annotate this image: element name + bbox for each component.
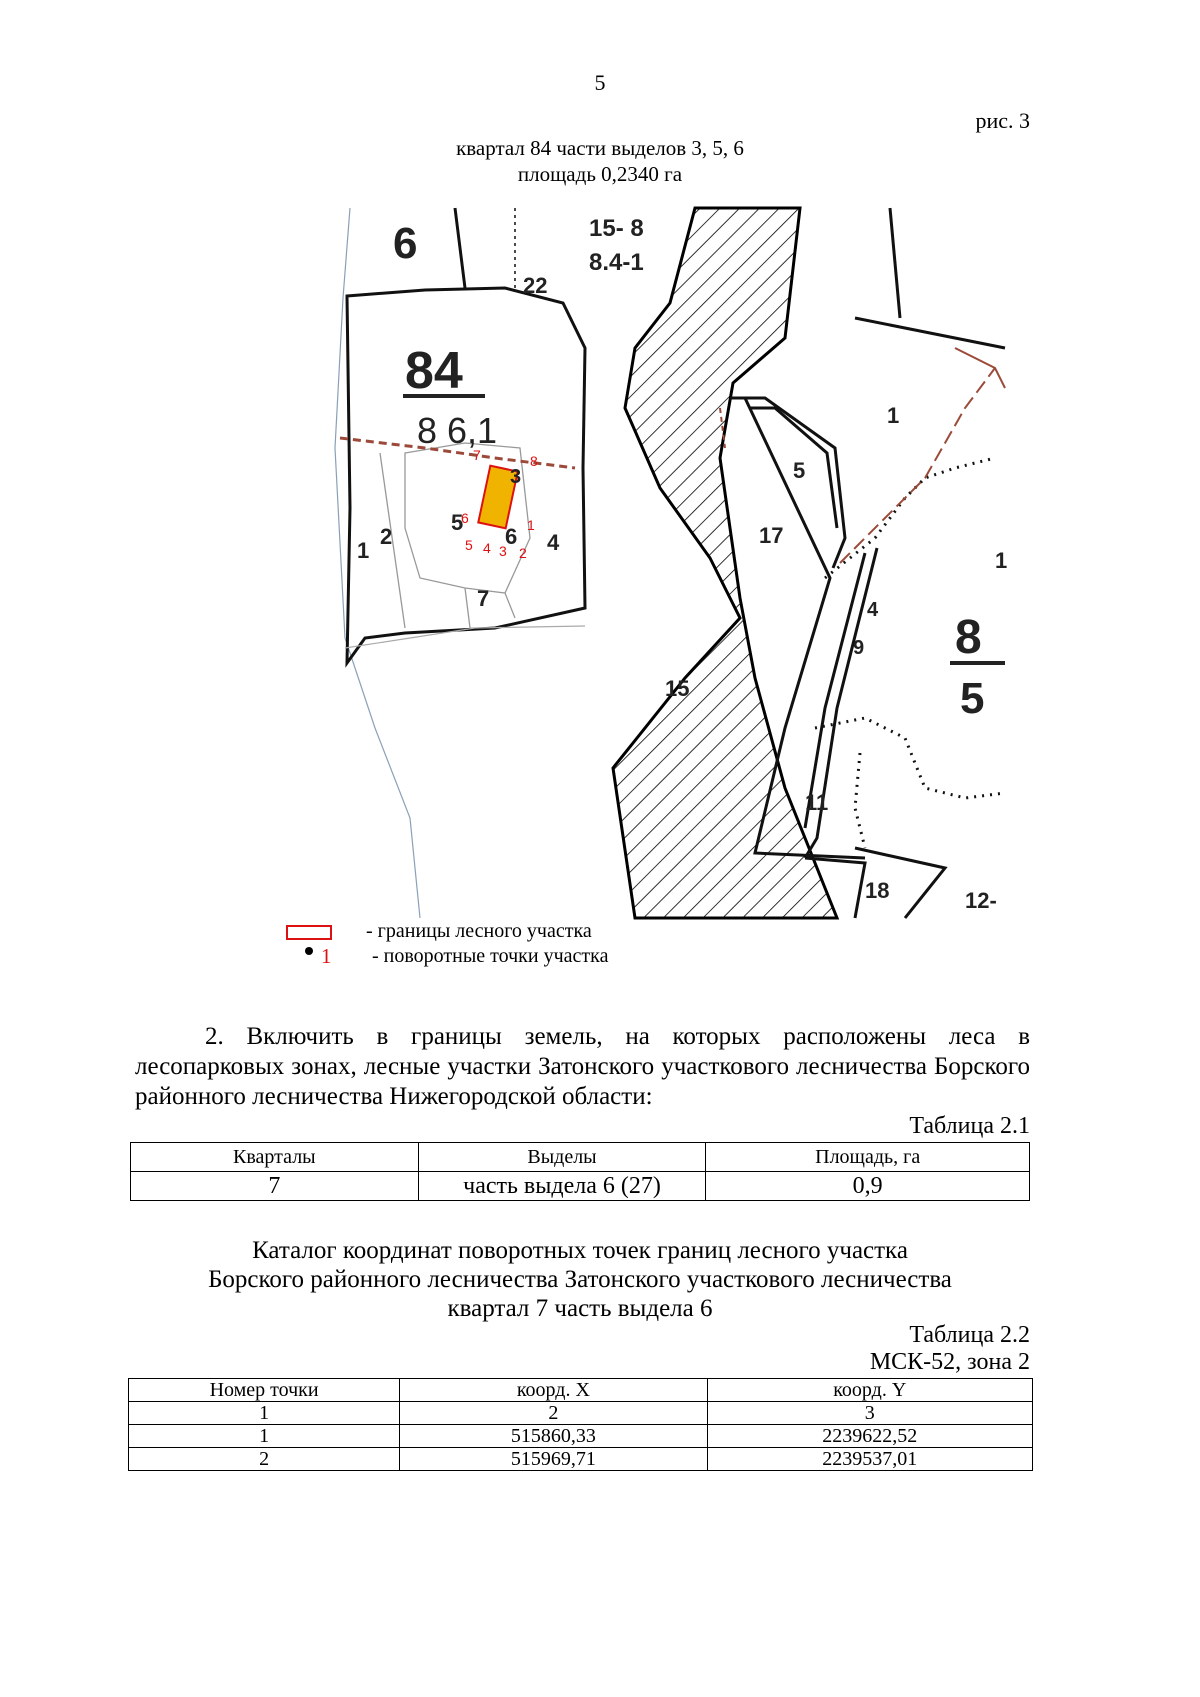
legend-point-number: 1 (321, 944, 332, 968)
map-label-v2: 2 (380, 524, 393, 549)
map-label-road-num: 22 (523, 273, 548, 298)
table2-cell: 2239622,52 (707, 1425, 1032, 1448)
map-label-v6: 6 (505, 524, 518, 549)
table1-cell: часть выдела 6 (27) (418, 1172, 706, 1201)
map-label-top-right-1: 15- 8 (589, 215, 644, 242)
map-label-v7: 7 (477, 586, 490, 611)
map-label-top-right-2: 8.4-1 (589, 249, 644, 276)
catalog-line2: Борского районного лесничества Затонского участкового лесничества (208, 1266, 952, 1293)
map-label-r9: 9 (853, 637, 865, 659)
map-label-r15: 15 (665, 676, 690, 701)
table2-cell: 2 (129, 1448, 400, 1471)
map-label-v1: 1 (357, 538, 370, 563)
table2-label: Таблица 2.2 (909, 1322, 1030, 1348)
map-label-r17: 17 (759, 523, 784, 548)
forest-map (165, 208, 1008, 918)
table2-cell: 3 (707, 1402, 1032, 1425)
map-point-3: 3 (499, 543, 507, 559)
legend-boundary-swatch (286, 925, 332, 940)
map-label-r18: 18 (865, 878, 890, 903)
map-label-quarter-sub: 8 6,1 (417, 410, 498, 451)
table1-cell: 0,9 (706, 1172, 1030, 1201)
catalog-heading (0, 1236, 1160, 1323)
map-label-r11: 11 (805, 790, 829, 815)
table2-cell: 515860,33 (400, 1425, 707, 1448)
catalog-line1: Каталог координат поворотных точек границ лесного участка (252, 1237, 908, 1264)
map-point-8: 8 (530, 453, 538, 469)
map-point-1: 1 (527, 517, 535, 533)
table-2-2 (128, 1378, 1033, 1471)
body-paragraph: 2. Включить в границы земель, на которых расположены леса в лесопарковых зонах, лесные участки Затонского участкового лесничества Борского районного лесничества Нижегородской области: (135, 1023, 1030, 1110)
map-point-2: 2 (519, 545, 527, 561)
map-point-5: 5 (465, 537, 473, 553)
legend-boundary-text: - границы лесного участка (366, 920, 592, 942)
page-number: 5 (594, 70, 606, 95)
table2-cell: 2239537,01 (707, 1448, 1032, 1471)
map-point-7: 7 (473, 447, 481, 463)
figure-label: рис. 3 (975, 108, 1030, 133)
table2-cell: 2 (400, 1402, 707, 1425)
catalog-line3: квартал 7 часть выдела 6 (447, 1295, 713, 1322)
legend-point-marker (305, 947, 313, 955)
map-label-v4: 4 (547, 530, 560, 555)
table1-header-kvartaly: Кварталы (131, 1143, 419, 1172)
table-row (129, 1402, 1033, 1425)
map-label-v3: 3 (510, 466, 522, 488)
table2-cell: 1 (129, 1402, 400, 1425)
table2-cell: 1 (129, 1425, 400, 1448)
map-label-top-block: 6 (393, 219, 418, 268)
map-point-6: 6 (461, 510, 469, 526)
table1-cell: 7 (131, 1172, 419, 1201)
map-label-v5: 5 (451, 510, 464, 535)
map-label-quarter-num: 84 (405, 342, 463, 400)
table2-header-point: Номер точки (129, 1379, 400, 1402)
table1-label: Таблица 2.1 (909, 1113, 1030, 1139)
figure-caption-line2: площадь 0,2340 га (517, 162, 683, 186)
map-label-big-5: 5 (960, 674, 985, 723)
table2-header-y: коорд. Y (707, 1379, 1032, 1402)
table2-cell: 515969,71 (400, 1448, 707, 1471)
table1-header-area: Площадь, га (706, 1143, 1030, 1172)
table1-header-vydely: Выделы (418, 1143, 706, 1172)
map-label-edge-1: 1 (995, 548, 1008, 573)
map-label-big-8: 8 (955, 611, 982, 664)
map-label-r1: 1 (887, 403, 900, 428)
table-row (131, 1172, 1030, 1201)
table-row (129, 1448, 1033, 1471)
legend-points-text: - поворотные точки участка (372, 945, 609, 967)
table2-header-x: коорд. X (400, 1379, 707, 1402)
table2-coordinate-system: МСК-52, зона 2 (869, 1349, 1030, 1375)
map-label-r5: 5 (793, 458, 806, 483)
table-row (129, 1425, 1033, 1448)
table-2-1 (130, 1142, 1030, 1201)
map-point-4: 4 (483, 540, 491, 556)
map-label-r12: 12- (965, 888, 997, 913)
map-label-r4: 4 (867, 599, 879, 621)
figure-caption (0, 135, 1200, 187)
figure-caption-line1: квартал 84 части выделов 3, 5, 6 (456, 136, 744, 160)
